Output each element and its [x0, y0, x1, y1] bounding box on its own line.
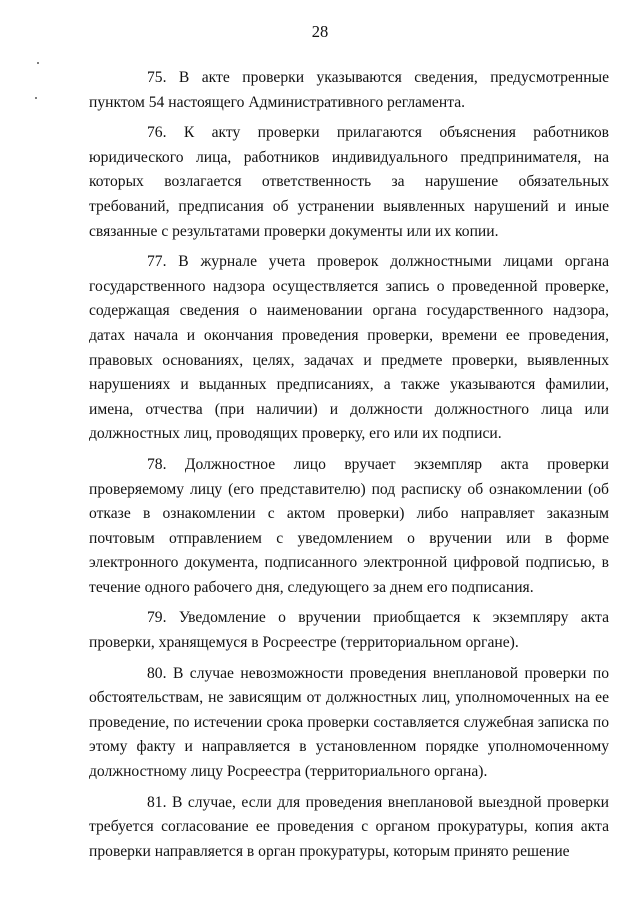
- document-body: [89, 66, 609, 870]
- paragraph-79: 79. Уведомление о вручении приобщается к экземпляру акта проверки, хранящемуся в Росреестре (территориальном органе).: [89, 609, 609, 652]
- paragraph-76: 76. К акту проверки прилагаются объяснения работников юридического лица, работников индивидуального предпринимателя, на которых возлагается ответственность за нарушение обязательных требований, предписания об устранении выявленных нарушений и иные связанные с результатами проверки документы или их копии.: [89, 124, 609, 240]
- paragraph-78: 78. Должностное лицо вручает экземпляр акта проверки проверяемому лицу (его представителю) под расписку об ознакомлении (об отказе в ознакомлении с актом проверки) либо направляет заказным почтовым отправлением с уведомлением о вручении или в форме электронного документа, подписанного электронной цифровой подписью, в течение одного рабочего дня, следующего за днем его подписания.: [89, 455, 609, 596]
- page-number: 28: [311, 22, 329, 41]
- scan-speck: [37, 62, 39, 64]
- paragraph-75: 75. В акте проверки указываются сведения, предусмотренные пунктом 54 настоящего Административного регламента.: [89, 69, 609, 111]
- paragraph-77: 77. В журнале учета проверок должностными лицами органа государственного надзора осуществляется запись о проведенной проверке, содержащая сведения о наименовании органа государственного надзора, датах начала и окончания проведения проверки, времени ее проведения, правовых основаниях, целях, задачах и предмете проверки, выявленных нарушениях и выданных предписаниях, а также указываются фамилии, имена, отчества (при наличии) и должности должностного лица или должностных лиц, проводящих проверку, его или их подписи.: [89, 253, 609, 443]
- paragraph-80: 80. В случае невозможности проведения внеплановой проверки по обстоятельствам, не зависящим от должностных лиц, уполномоченных на ее проведение, по истечении срока проверки составляется служебная записка по этому факту и направляется в установленном порядке уполномоченному должностному лицу Росреестра (территориального органа).: [89, 664, 609, 781]
- scan-speck: [35, 97, 37, 99]
- paragraph-81: 81. В случае, если для проведения внеплановой выездной проверки требуется согласование ее проведения с органом прокуратуры, копия акта проверки направляется в орган прокуратуры, которым принято решение: [89, 793, 609, 860]
